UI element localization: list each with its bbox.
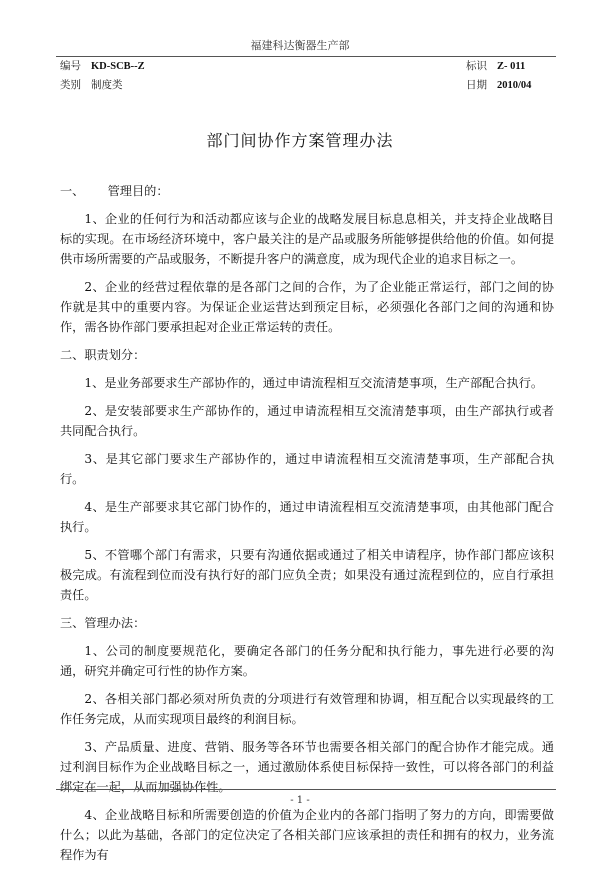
paragraph: 1、是业务部要求生产部协作的，通过申请流程相互交流清楚事项，生产部配合执行。 (84, 376, 544, 390)
doc-code-row (60, 60, 145, 73)
paragraph: 3、产品质量、进度、营销、服务等各环节也需要各相关部门的配合协作才能完成。通过利润目标作为企业战略目标之一，通过激励体系使目标保持一致性，可以将各部门的利益绑定在一起，从而加强协作性。 (60, 740, 554, 794)
doc-category-value: 制度类 (91, 79, 123, 91)
company-header: 福建科达衡器生产部 (250, 39, 350, 52)
paragraph: 4、企业战略目标和所需要创造的价值为企业内的各部门指明了努力的方向，即需要做什么；以此为基础，各部门的定位决定了各相关部门应该承担的责任和拥有的权力，业务流程作为有 (60, 808, 554, 862)
doc-mark-row (466, 60, 525, 73)
paragraph: 2、是安装部要求生产部协作的，通过申请流程相互交流清楚事项，由生产部执行或者共同配合执行。 (60, 404, 554, 438)
header-divider (56, 56, 556, 57)
paragraph: 5、不管哪个部门有需求，只要有沟通依据或通过了相关申请程序，协作部门都应该积极完成。有流程到位而没有执行好的部门应负全责；如果没有通过流程到位的，应自行承担责任。 (60, 548, 554, 602)
section-heading-methods: 三、管理办法： (60, 616, 146, 630)
paragraph: 1、公司的制度要规范化，要确定各部门的任务分配和执行能力，事先进行必要的沟通，研究并确定可行性的协作方案。 (60, 644, 554, 678)
doc-mark-value: Z- 011 (497, 61, 526, 72)
doc-category-row (60, 79, 123, 92)
doc-code-label: 编号 (60, 60, 81, 72)
document-body (60, 181, 554, 873)
section-heading-responsibilities: 二、职责划分： (60, 348, 146, 362)
paragraph: 2、各相关部门都必须对所负责的分项进行有效管理和协调，相互配合以实现最终的工作任务完成，从而实现项目最终的利润目标。 (60, 692, 554, 726)
doc-category-label: 类别 (60, 79, 81, 91)
page-number: - 1 - (290, 795, 310, 806)
paragraph: 4、是生产部要求其它部门协作的，通过申请流程相互交流清楚事项，由其他部门配合执行。 (60, 500, 554, 534)
doc-date-row (466, 79, 531, 92)
doc-code-value: KD-SCB--Z (91, 61, 145, 72)
paragraph: 2、企业的经营过程依靠的是各部门之间的合作，为了企业能正常运行，部门之间的协作就是其中的重要内容。为保证企业运营达到预定目标，必须强化各部门之间的沟通和协作，需各协作部门要承担起对企业正常运转的责任。 (60, 280, 554, 334)
footer-divider (56, 789, 556, 790)
section-heading-purpose: 一、 管理目的： (60, 184, 169, 198)
paragraph: 1、企业的任何行为和活动都应该与企业的战略发展目标息息相关，并支持企业战略目标的实现。在市场经济环境中，客户最关注的是产品或服务所能够提供给他的价值。如何提供市场所需要的产品或服务，不断提升客户的满意度，成为现代企业的追求目标之一。 (60, 212, 554, 266)
doc-date-label: 日期 (466, 79, 487, 91)
doc-date-value: 2010/04 (497, 80, 532, 91)
paragraph: 3、是其它部门要求生产部协作的，通过申请流程相互交流清楚事项，生产部配合执行。 (60, 452, 554, 486)
doc-mark-label: 标识 (466, 60, 487, 72)
document-title: 部门间协作方案管理办法 (206, 131, 394, 150)
